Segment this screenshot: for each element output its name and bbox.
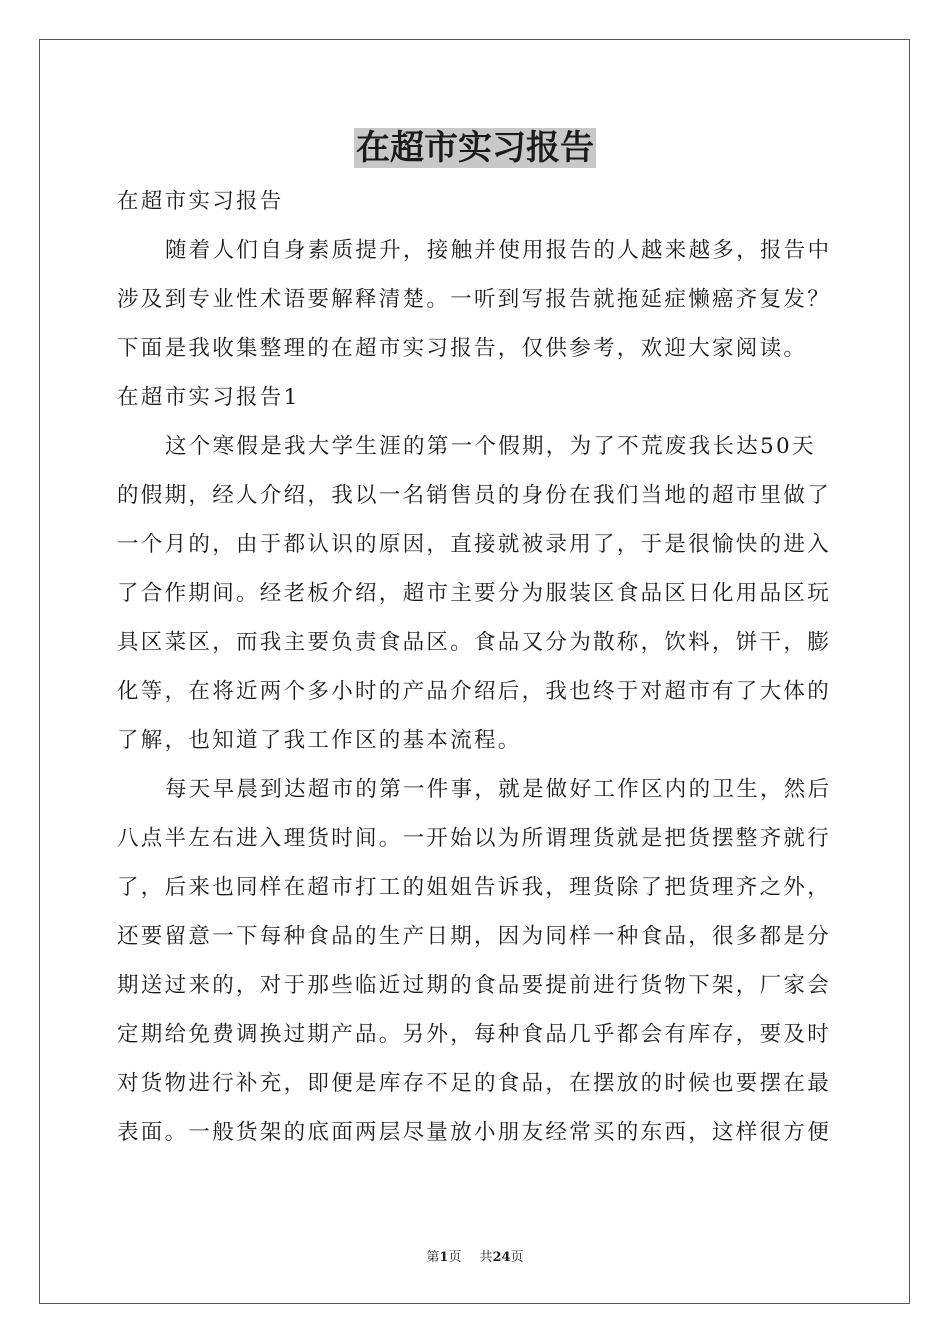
text-line: 下面是我收集整理的在超市实习报告，仅供参考，欢迎大家阅读。: [117, 336, 808, 361]
text-line: 了解，也知道了我工作区的基本流程。: [117, 728, 522, 753]
text-line: 随着人们自身素质提升，接触并使用报告的人越来越多，报告中: [165, 238, 832, 263]
page-number: 1: [439, 1250, 449, 1265]
text-line: 期送过来的，对于那些临近过期的食品要提前进行货物下架，厂家会: [117, 973, 832, 998]
total-prefix: 共: [479, 1250, 493, 1265]
total-pages: 24: [492, 1250, 511, 1265]
text-line: 了合作期间。经老板介绍，超市主要分为服装区食品区日化用品区玩: [117, 581, 832, 606]
text-line: 涉及到专业性术语要解释清楚。一听到写报告就拖延症懒癌齐复发？: [117, 287, 832, 312]
text-line: 了，后来也同样在超市打工的姐姐告诉我，理货除了把货理齐之外，: [117, 875, 832, 900]
text-line: 还要留意一下每种食品的生产日期，因为同样一种食品，很多都是分: [117, 924, 832, 949]
text-line: 这个寒假是我大学生涯的第一个假期，为了不荒废我长达50天: [165, 434, 816, 459]
text-line: 具区菜区，而我主要负责食品区。食品又分为散称，饮料，饼干，膨: [117, 630, 832, 655]
text-line: 在超市实习报告: [117, 189, 284, 214]
document-title: [0, 126, 950, 170]
text-line: 八点半左右进入理货时间。一开始以为所谓理货就是把货摆整齐就行: [117, 826, 832, 851]
document-title-text: 在超市实习报告: [356, 128, 594, 168]
text-line: 表面。一般货架的底面两层尽量放小朋友经常买的东西，这样很方便: [117, 1120, 832, 1145]
document-body: [117, 177, 833, 1157]
page-prefix: 第: [426, 1250, 440, 1265]
text-line: 每天早晨到达超市的第一件事，就是做好工作区内的卫生，然后: [165, 777, 832, 802]
text-line: 化等，在将近两个多小时的产品介绍后，我也终于对超市有了大体的: [117, 679, 832, 704]
text-line: 对货物进行补充，即便是库存不足的食品，在摆放的时候也要摆在最: [117, 1071, 832, 1096]
text-line: 在超市实习报告1: [117, 385, 300, 410]
text-line: 一个月的，由于都认识的原因，直接就被录用了，于是很愉快的进入: [117, 532, 832, 557]
text-line: 定期给免费调换过期产品。另外，每种食品几乎都会有库存，要及时: [117, 1022, 832, 1047]
page-suffix: 页: [448, 1250, 462, 1265]
text-line: 的假期，经人介绍，我以一名销售员的身份在我们当地的超市里做了: [117, 483, 832, 508]
page-footer: [0, 1246, 950, 1265]
total-suffix: 页: [510, 1250, 524, 1265]
